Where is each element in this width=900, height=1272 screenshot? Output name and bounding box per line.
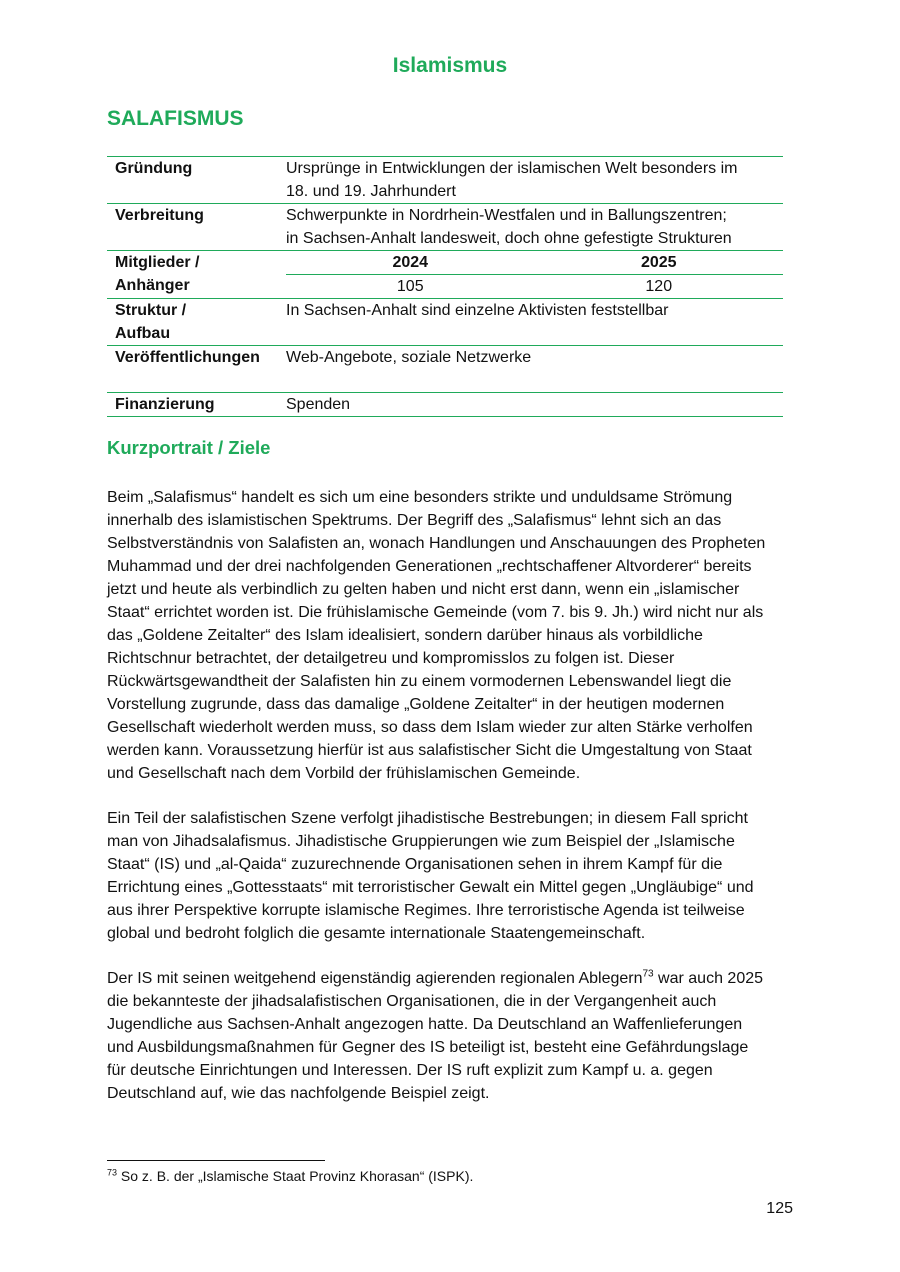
text-line: man von Jihadsalafismus. Jihadistische Gruppierungen wie zum Beispiel der „Islamische xyxy=(107,833,735,850)
fact-label xyxy=(107,299,286,346)
fact-value: Web-Angebote, soziale Netzwerke xyxy=(286,346,783,393)
text-line: Ein Teil der salafistischen Szene verfolgt jihadistische Bestrebungen; in diesem Fall spricht xyxy=(107,810,748,827)
fact-label-line: Struktur / xyxy=(115,302,187,319)
fact-row-financing xyxy=(107,393,783,417)
year-cell: 2025 xyxy=(535,251,784,275)
text-line: Vorstellung zugrunde, dass das damalige „Goldene Zeitalter“ in der heutigen modernen xyxy=(107,696,725,713)
text-line: Rückwärtsgewandtheit der Salafisten hin zu einem vormodernen Lebenswandel liegt die xyxy=(107,673,732,690)
text-line: und Ausbildungsmaßnahmen für Gegner des IS beteiligt ist, besteht eine Gefährdungslage xyxy=(107,1039,749,1056)
subheading: Kurzportrait / Ziele xyxy=(107,437,271,458)
fact-value: Spenden xyxy=(286,393,783,417)
fact-label-line: Aufbau xyxy=(115,325,171,342)
text-line: für deutsche Einrichtungen und Interessen. Der IS ruft explizit zum Kampf u. a. gegen xyxy=(107,1062,713,1079)
text-line: innerhalb des islamistischen Spektrums. Der Begriff des „Salafismus“ lehnt sich an das xyxy=(107,512,722,529)
fact-label: Verbreitung xyxy=(107,204,286,251)
text-line: Gesellschaft wiederholt werden muss, so dass dem Islam wieder zur alten Stärke verholfen xyxy=(107,719,753,736)
fact-label-line: Anhänger xyxy=(115,277,190,294)
text-line: Selbstverständnis von Salafisten an, wonach Handlungen und Anschauungen des Propheten xyxy=(107,535,766,552)
count-cell: 105 xyxy=(396,278,424,295)
fact-row-structure xyxy=(107,299,783,346)
fact-label: Finanzierung xyxy=(107,393,286,417)
footnote-ref[interactable]: 73 xyxy=(642,968,654,980)
count-cell: 120 xyxy=(645,278,673,295)
fact-label xyxy=(107,251,286,299)
paragraph xyxy=(107,967,797,1105)
footnote-text: So z. B. der „Islamische Staat Provinz Khorasan“ (ISPK). xyxy=(117,1168,474,1184)
text-line: Errichtung eines „Gottesstaats“ mit terroristischer Gewalt ein Mittel gegen „Ungläubige“ und xyxy=(107,879,754,896)
fact-row-members xyxy=(107,251,783,299)
text-line: Staat“ errichtet worden ist. Die frühislamische Gemeinde (vom 7. bis 9. Jh.) wird nicht nur als xyxy=(107,604,764,621)
text-line: Staat“ (IS) und „al-Qaida“ zuzurechnende Organisationen sehen in ihrem Kampf für die xyxy=(107,856,723,873)
text-line: aus ihrer Perspektive korrupte islamische Regimes. Ihre terroristische Agenda ist teilweise xyxy=(107,902,745,919)
text-line: jetzt und heute als verbindlich zu gelten haben und nicht erst dann, wenn ein „islamischer xyxy=(107,581,740,598)
text-line: Beim „Salafismus“ handelt es sich um eine besonders strikte und unduldsame Strömung xyxy=(107,489,733,506)
fact-label: Gründung xyxy=(107,157,286,204)
members-year-row xyxy=(286,251,783,275)
text-line: Jugendliche aus Sachsen-Anhalt angezogen hatte. Da Deutschland an Waffenlieferungen xyxy=(107,1016,743,1033)
footnote xyxy=(107,1168,473,1184)
fact-row-spread xyxy=(107,204,783,251)
text-line: Muhammad und der drei nachfolgenden Generationen „rechtschaffener Altvorderer“ bereits xyxy=(107,558,752,575)
text-line: global und bedroht folglich die gesamte internationale Staatengemeinschaft. xyxy=(107,925,646,942)
text-line xyxy=(107,967,797,990)
fact-value xyxy=(286,251,783,299)
fact-label: Veröffentlichungen xyxy=(107,346,286,393)
text-span: Der IS mit seinen weitgehend eigenständig agierenden regionalen Ablegern xyxy=(107,970,643,987)
members-table xyxy=(286,251,783,298)
fact-value xyxy=(286,204,783,251)
text-line: und Gesellschaft nach dem Vorbild der frühislamischen Gemeinde. xyxy=(107,765,581,782)
fact-value-line: Schwerpunkte in Nordrhein-Westfalen und in Ballungszentren; xyxy=(286,207,727,224)
text-line: werden kann. Voraussetzung hierfür ist aus salafistischer Sicht die Umgestaltung von Staat xyxy=(107,742,752,759)
fact-row-founding xyxy=(107,157,783,204)
running-head: Islamismus xyxy=(392,54,508,77)
footnote-divider xyxy=(107,1160,325,1161)
fact-value: In Sachsen-Anhalt sind einzelne Aktivisten feststellbar xyxy=(286,299,783,346)
paragraph xyxy=(107,807,797,945)
text-line: die bekannteste der jihadsalafistischen Organisationen, die in der Vergangenheit auch xyxy=(107,993,717,1010)
text-line: Richtschnur betrachtet, der detailgetreu und kompromisslos zu folgen ist. Dieser xyxy=(107,650,675,667)
fact-label-line: Mitglieder / xyxy=(115,254,200,271)
section-title: SALAFISMUS xyxy=(107,107,244,130)
fact-table xyxy=(107,156,783,417)
fact-row-publications xyxy=(107,346,783,393)
fact-value xyxy=(286,157,783,204)
paragraph xyxy=(107,486,797,785)
page-number: 125 xyxy=(766,1200,793,1217)
text-line: das „Goldene Zeitalter“ des Islam idealisiert, sondern darüber hinaus als vorbildliche xyxy=(107,627,703,644)
text-span: war auch 2025 xyxy=(653,970,764,987)
fact-value-line: in Sachsen-Anhalt landesweit, doch ohne gefestigte Strukturen xyxy=(286,230,732,247)
footnote-number: 73 xyxy=(107,1167,118,1178)
fact-value-line: Ursprünge in Entwicklungen der islamischen Welt besonders im xyxy=(286,160,738,177)
year-cell: 2024 xyxy=(286,251,535,275)
text-line: Deutschland auf, wie das nachfolgende Beispiel zeigt. xyxy=(107,1085,490,1102)
fact-value-line: 18. und 19. Jahrhundert xyxy=(286,183,456,200)
members-count-row xyxy=(286,275,783,299)
